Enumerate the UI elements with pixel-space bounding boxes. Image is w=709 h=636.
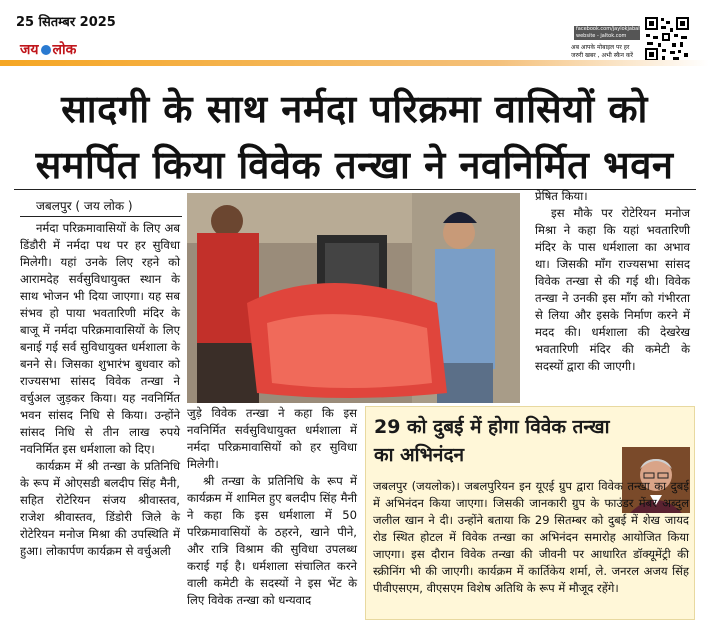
col2-para-1: जुड़े विवेक तन्खा ने कहा कि इस नवनिर्मित सर्वसुविधायुक्त धर्मशाला में नर्मदा परिक्रमावासियों को हर सुविधा मिलेगी।	[187, 406, 357, 471]
qr-promo-text	[571, 44, 643, 60]
social-website: website - jaltok.com	[576, 33, 627, 39]
headline-line-2: समर्पित किया विवेक तन्खा ने नवनिर्मित भवन	[35, 143, 674, 187]
sidebar-story-text: जबलपुर (जयलोक)। जबलपुरियन इन यूएई ग्रुप द्वारा विवेक तन्खा का दुबई में अभिनंदन किया जाएगा। जिसकी जानकारी ग्रुप के फाउंडर मेंबर अब्दुल जलील खान ने दी। उन्होंने बताया कि 29 सितम्बर को दुबई में शेख जायद रोड स्थित होटल में विवेक तन्खा का अभिनंदन समारोह आयोजित किया जाएगा। इस दौरान विवेक तन्खा की जीवनी पर आधारित डॉक्यूमेंट्री की स्क्रीनिंग भी की जाएगी। कार्यक्रम में कार्तिकेय शर्मा, ले. जनरल अजय सिंह पीवीएसएम, वीएसएम विशेष अतिथि के रूप में मौजूद रहेंगे।	[373, 479, 689, 595]
sidebar-story-title: 29 को दुबई में होगा विवेक तन्खा का अभिनंदन	[374, 416, 610, 466]
promo-line-1: अब आपके मोबाइल पर हर	[571, 44, 630, 51]
masthead-band	[0, 60, 709, 66]
logo-left: जय	[20, 42, 39, 58]
article-dateline: जबलपुर ( जय लोक )	[36, 199, 133, 213]
qr-code-icon[interactable]	[644, 16, 690, 62]
logo-right: लोक	[52, 42, 77, 58]
social-strip	[574, 26, 645, 40]
event-photo	[187, 193, 520, 403]
article-column-2	[187, 405, 357, 609]
globe-icon	[41, 45, 51, 55]
social-facebook: facebook.com/jaylokjabaltk	[576, 26, 645, 32]
promo-line-2: जरुरी खबर , अभी स्कैन करें	[571, 52, 633, 59]
newspaper-logo	[20, 40, 76, 59]
masthead	[0, 0, 709, 70]
article-column-1	[20, 220, 180, 560]
col1-para-1: नर्मदा परिक्रमावासियों के लिए अब डिंडौरी में नर्मदा पथ पर हर सुविधा मिलेगी। यहां उनके लिए रहने को आरामदेह सर्वसुविधायुक्त स्थान के साथ भोजन भी दिया जाएगा। यह सब संभव हो पाया भवतारिणी मंदिर के बाजू में नर्मदा परिक्रमावासियों के लिए बनाई गई सर्व सुविधायुक्त धर्मशाला के बनने से। जिसका शुभारंभ बुधवार को राज्यसभा सांसद विवेक तन्खा ने वर्चुअल जुड़कर किया। यह नवनिर्मित भवन सांसद निधि से किया। उन्होंने सांसद निधि से तीन लाख रुपये नवनिर्मित इस धर्मशाला को दिए।	[20, 221, 180, 456]
headline-line-1: सादगी के साथ नर्मदा परिक्रमा वासियों को	[61, 87, 648, 131]
col1-para-2: कार्यक्रम में श्री तन्खा के प्रतिनिधि के रूप में ओएसडी बलदीप सिंह मैनी, सहित रोटेरियन संजय श्रीवास्तव, राजेश श्रीवास्तव, डिंडोरी जिले के रोटेरियन मनोज मिश्रा की उपस्थिति में हुआ। लोकार्पण कार्यक्रम से वर्चुअली	[20, 459, 180, 558]
article-column-3	[535, 188, 690, 375]
col3-para-1: प्रेषित किया।	[535, 189, 588, 203]
edition-date: 25 सितम्बर 2025	[16, 15, 116, 30]
col2-para-2: श्री तन्खा के प्रतिनिधि के रूप में कार्यक्रम में शामिल हुए बलदीप सिंह मैनी ने कहा कि इस धर्मशाला में 50 परिक्रमावासियों के ठहरने, खाने पीने, और रात्रि विश्राम की सुविधा उपलब्ध कराई गई है। धर्मशाला संचालित करने वाली कमेटी के सदस्यों ने इस भेंट के लिए विवेक तन्खा को धन्यवाद	[187, 474, 357, 607]
col3-para-2: इस मौके पर रोटेरियन मनोज मिश्रा ने कहा कि यहां भवतारिणी मंदिर के पास धर्मशाला का अभाव था। जिसकी माँग राज्यसभा सांसद विवेक तन्खा से की गई थी। विवेक तन्खा ने उनकी इस माँग को गंभीरता से लिया और इसके निर्माण करने में मदद की। धर्मशाला की देखरेख भवतारिणी मंदिर की कमेटी के सदस्यों द्वारा की जाएगी।	[535, 206, 690, 373]
dateline-rule	[20, 216, 182, 217]
